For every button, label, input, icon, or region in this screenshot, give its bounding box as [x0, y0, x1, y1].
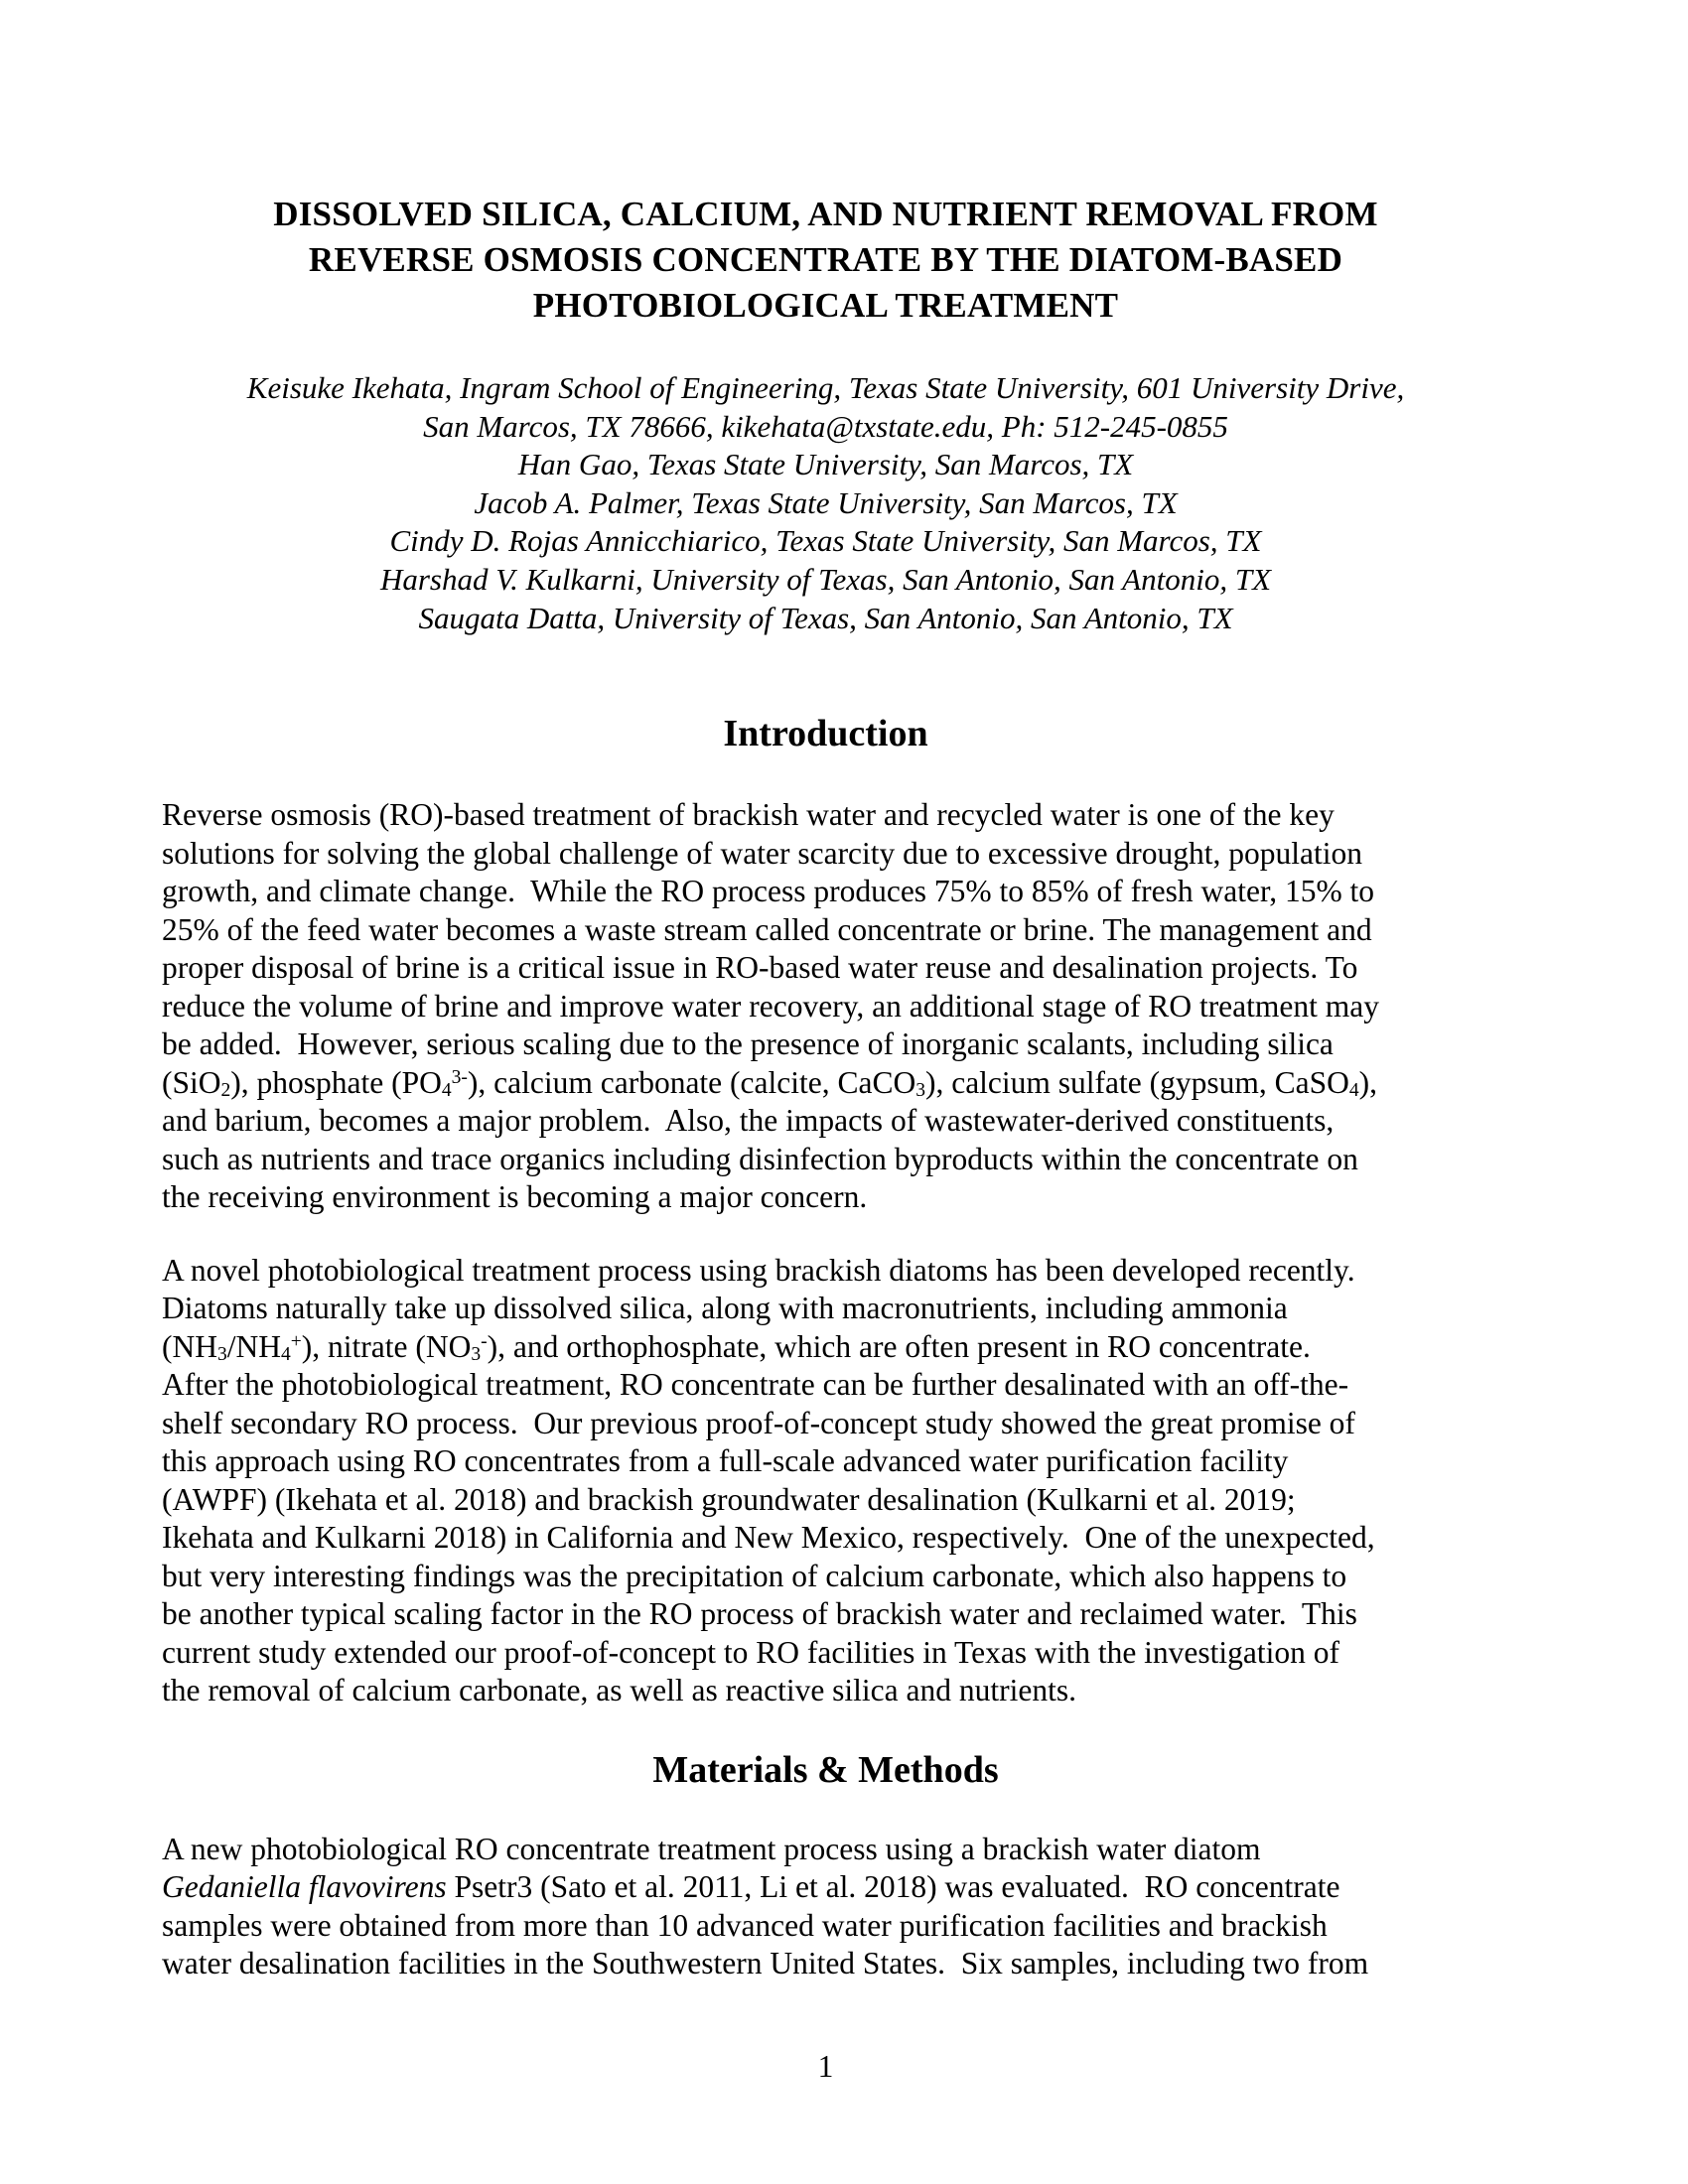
author-line: Han Gao, Texas State University, San Marcos, TX — [517, 447, 1134, 482]
author-line: Harshad V. Kulkarni, University of Texas, San Antonio, San Antonio, TX — [379, 561, 1272, 597]
title-line: PHOTOBIOLOGICAL TREATMENT — [532, 286, 1119, 325]
body-line: Diatoms naturally take up dissolved silica, along with macronutrients, including ammonia — [162, 1291, 1288, 1326]
document-content — [162, 192, 1489, 1983]
body-line: and barium, becomes a major problem. Also, the impacts of wastewater-derived constituents, — [162, 1103, 1335, 1139]
body-line: Gedaniella flavovirens Psetr3 (Sato et al. 2011, Li et al. 2018) was evaluated. RO concentrate — [162, 1869, 1340, 1905]
title-line: DISSOLVED SILICA, CALCIUM, AND NUTRIENT REMOVAL FROM — [273, 195, 1378, 233]
body-line: After the photobiological treatment, RO concentrate can be further desalinated with an off-the- — [162, 1367, 1349, 1403]
chem-subscript: 4 — [1348, 1080, 1359, 1102]
body-line: solutions for solving the global challenge of water scarcity due to excessive drought, population — [162, 835, 1362, 871]
body-line: reduce the volume of brine and improve water recovery, an additional stage of RO treatment may — [162, 988, 1379, 1024]
body-line: $(NH_3/NH_4^+)$, nitrate $(NO_3^-)$, and orthophosphate, which are often present in RO concentrate. — [162, 1328, 1311, 1366]
chem-superscript: + — [290, 1330, 302, 1352]
body-line: current study extended our proof-of-concept to RO facilities in Texas with the investigation of — [162, 1634, 1340, 1670]
body-line: A new photobiological RO concentrate treatment process using a brackish water diatom — [162, 1831, 1261, 1866]
chem-subscript: 3 — [217, 1344, 227, 1366]
author-line: Jacob A. Palmer, Texas State University, San Marcos, TX — [474, 484, 1178, 520]
body-line: Reverse osmosis (RO)-based treatment of brackish water and recycled water is one of the key — [162, 797, 1335, 833]
chem-subscript: 3 — [471, 1344, 482, 1366]
author-line: Keisuke Ikehata, Ingram School of Engineering, Texas State University, 601 University Drive, — [246, 370, 1405, 405]
paragraph — [162, 796, 1489, 1217]
chem-subscript: 4 — [441, 1080, 452, 1102]
body-line: 25% of the feed water becomes a waste stream called concentrate or brine. The management and — [162, 911, 1372, 947]
author-block — [162, 369, 1489, 637]
body-line: (AWPF) (Ikehata et al. 2018) and brackish groundwater desalination (Kulkarni et al. 2019; — [162, 1481, 1296, 1517]
chem-subscript: 2 — [220, 1080, 231, 1102]
paper-title — [162, 192, 1489, 329]
body-line: the removal of calcium carbonate, as well as reactive silica and nutrients. — [162, 1673, 1076, 1708]
section-heading-materials: Materials & Methods — [652, 1748, 999, 1791]
body-line: this approach using RO concentrates from a full-scale advanced water purification facility — [162, 1443, 1289, 1479]
body-line: be another typical scaling factor in the RO process of brackish water and reclaimed water. This — [162, 1596, 1357, 1632]
sections-container — [162, 711, 1489, 1983]
page-number: 1 — [817, 2049, 834, 2084]
body-line: such as nutrients and trace organics including disinfection byproducts within the concentrate on — [162, 1141, 1358, 1176]
body-line: Ikehata and Kulkarni 2018) in California and New Mexico, respectively. One of the unexpected, — [162, 1520, 1375, 1556]
author-line: Saugata Datta, University of Texas, San Antonio, San Antonio, TX — [418, 600, 1233, 635]
chem-subscript: 4 — [281, 1344, 291, 1366]
body-line: water desalination facilities in the Southwestern United States. Six samples, including two from — [162, 1946, 1369, 1981]
body-line: shelf secondary RO process. Our previous proof-of-concept study showed the great promise of — [162, 1405, 1355, 1440]
chem-superscript: - — [481, 1330, 488, 1352]
chem-subscript: 3 — [915, 1080, 925, 1102]
author-line: San Marcos, TX 78666, kikehata@txstate.edu, Ph: 512-245-0855 — [423, 408, 1228, 444]
paragraph — [162, 1831, 1489, 1983]
body-line: samples were obtained from more than 10 advanced water purification facilities and brackish — [162, 1907, 1328, 1943]
title-line: REVERSE OSMOSIS CONCENTRATE BY THE DIATOM-BASED — [308, 240, 1343, 279]
body-line: but very interesting findings was the precipitation of calcium carbonate, which also happens to — [162, 1558, 1347, 1593]
section-heading-introduction: Introduction — [723, 713, 928, 755]
paragraph — [162, 1252, 1489, 1710]
body-line: be added. However, serious scaling due to the presence of inorganic scalants, including silica — [162, 1026, 1334, 1062]
chem-superscript: 3- — [451, 1066, 468, 1088]
body-line: A novel photobiological treatment process using brackish diatoms has been developed recently. — [162, 1252, 1355, 1288]
body-line: the receiving environment is becoming a major concern. — [162, 1179, 868, 1215]
body-line: proper disposal of brine is a critical issue in RO-based water reuse and desalination projects. To — [162, 950, 1358, 986]
italic-species-name: Gedaniella flavovirens — [162, 1869, 447, 1905]
author-line: Cindy D. Rojas Annicchiarico, Texas State University, San Marcos, TX — [389, 523, 1262, 559]
body-line: (SiO$_2$), phosphate $(PO_4^{3-})$, calcium carbonate (calcite, CaCO$_3$), calcium sulfate (gypsum, CaSO$_4$), — [162, 1064, 1378, 1102]
body-line: growth, and climate change. While the RO process produces 75% to 85% of fresh water, 15% to — [162, 874, 1375, 909]
